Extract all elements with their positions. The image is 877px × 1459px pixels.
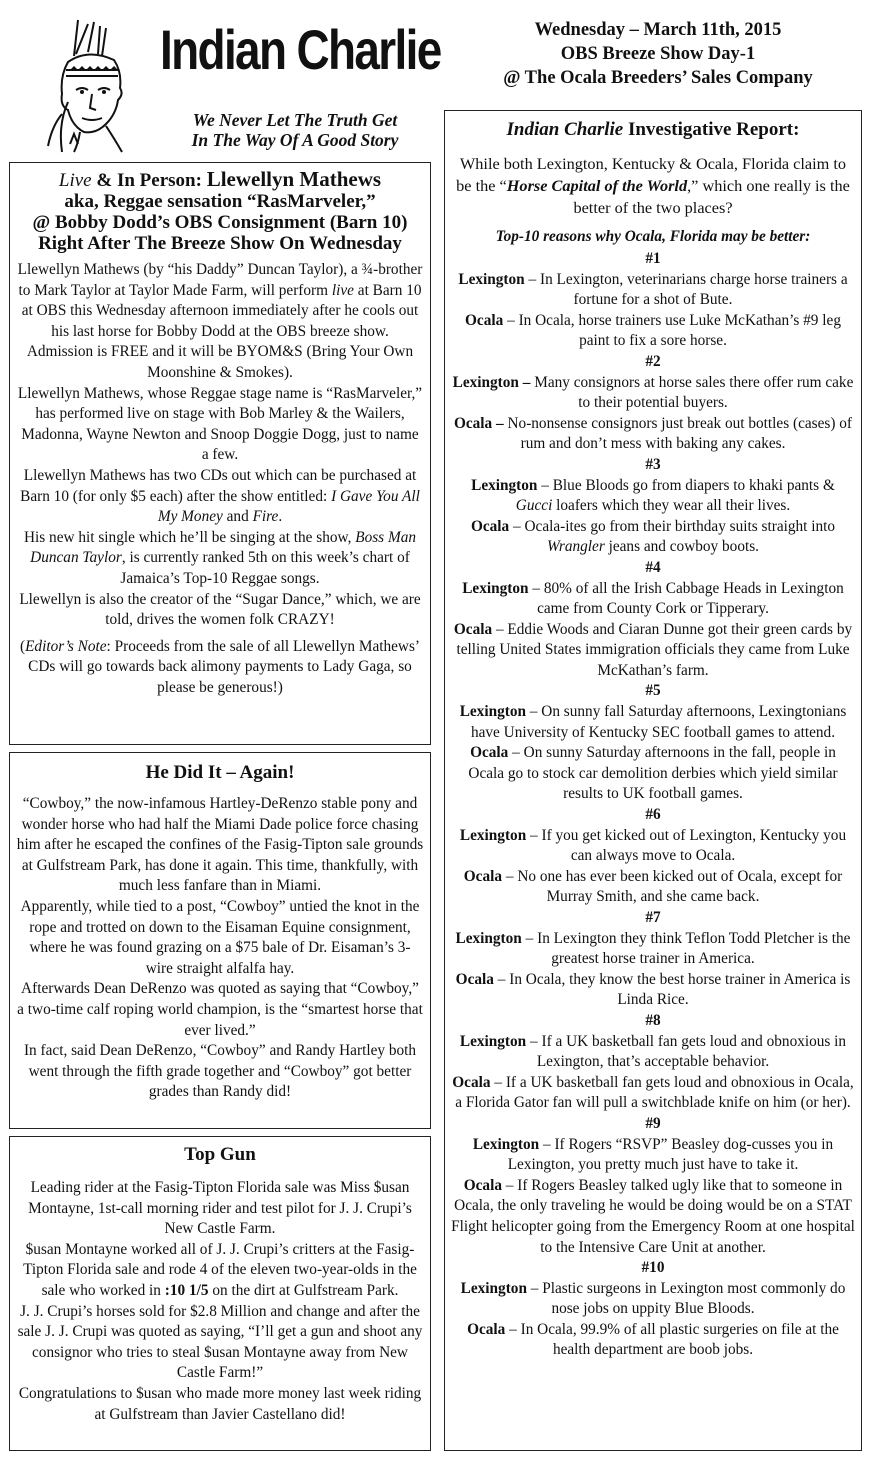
event-name: OBS Breeze Show Day-1 [560, 44, 756, 64]
paragraph: Llewellyn Mathews, whose Reggae stage name is “RasMarveler,” has performed live on stage with Bob Marley & the Wailers, Madonna, Wayne Newton and Snoop Doggie Dogg, just to name a few. [17, 384, 423, 464]
topgun-body [10, 1166, 430, 1425]
cowboy-body [10, 784, 430, 1103]
reason-number: #8 [645, 1011, 661, 1029]
paragraph: Leading rider at the Fasig-Tipton Florida sale was Miss $usan Montayne, 1st-call morning rider and test pilot for J. J. Crupi’s New Castle Farm. [28, 1179, 412, 1238]
tagline-line-2: In The Way Of A Good Story [191, 130, 399, 150]
paragraph: Admission is FREE and it will be BYOM&S (Bring Your Own Moonshine & Smokes). [26, 343, 414, 381]
reason-number: #6 [645, 806, 661, 824]
mathews-article [9, 162, 431, 745]
reason-number: #1 [645, 250, 661, 267]
paragraph: “Cowboy,” the now-infamous Hartley-DeRenzo stable pony and wonder horse who had half the Miami Dade police force chasing him after he escaped the confines of the Fasig-Tipton sale grounds at Gulfstream Park, has done it again. This time, thankfully, with much less fanfare than in Miami. [16, 795, 424, 895]
reason-number: #4 [645, 558, 661, 576]
masthead-title: Indian Charlie [160, 18, 441, 81]
ocala-entry: Ocala – Eddie Woods and Ciaran Dunne got their green cards by telling United States immigration officials they came from Luke McKathan’s farm. [453, 620, 853, 679]
paragraph: J. J. Crupi’s horses sold for $2.8 Million and change and after the sale J. J. Crupi was quoted as saying, “I’ll get a gun and shoot any consignor who tries to steal $usan Montayne away from New Castle Farm!” [17, 1302, 423, 1382]
paragraph: His new hit single which he’ll be singing at the show, Boss Man Duncan Taylor, is currently ranked 5th on this week’s chart of Jamaica’s Top-10 Reggae songs. [23, 528, 416, 587]
ocala-entry: Ocala – In Ocala, they know the best horse trainer in America is Linda Rice. [455, 970, 851, 1009]
ocala-entry: Ocala – In Ocala, horse trainers use Luke McKathan’s #9 leg paint to fix a sore horse. [465, 311, 841, 350]
paragraph: $usan Montayne worked all of J. J. Crupi’s critters at the Fasig-Tipton Florida sale and rode 4 of the eleven two-year-olds in the sale who worked in :10 1/5 on the dirt at Gulfstream Park. [23, 1240, 417, 1299]
lexington-entry: Lexington – Many consignors at horse sales there offer rum cake to their potential buyers. [452, 373, 854, 412]
reason-number: #10 [641, 1259, 665, 1277]
ocala-entry: Ocala – If a UK basketball fan gets loud and obnoxious in Ocala, a Florida Gator fan will pull a switchblade knife on him (or her). [452, 1073, 854, 1112]
mathews-headline: Live & In Person: Llewellyn Mathews aka, Reggae sensation “RasMarveler,” @ Bobby Dodd’s OBS Consignment (Barn 10) Right After The Breeze Show On Wednesday [32, 167, 408, 254]
report-intro: While both Lexington, Kentucky & Ocala, Florida claim to be the “Horse Capital of the World,” which one really is the better of the two places? [456, 154, 850, 217]
paragraph: Llewellyn Mathews (by “his Daddy” Duncan Taylor), a ¾-brother to Mark Taylor at Taylor Made Farm, will perform live at Barn 10 at OBS this Wednesday afternoon immediately after he cools out his last horse for Bobby Dodd at the OBS breeze show. [17, 261, 423, 340]
paragraph: Llewellyn Mathews has two CDs out which can be purchased at Barn 10 (for only $5 each) after the show entitled: I Gave You All My Money and Fire. [20, 466, 420, 526]
ocala-entry: Ocala – Ocala-ites go from their birthday suits straight into Wrangler jeans and cowboy boots. [470, 517, 836, 556]
cowboy-headline: He Did It – Again! [145, 762, 295, 783]
paragraph: Apparently, while tied to a post, “Cowboy” untied the knot in the rope and trotted on down to the Eisaman Equine consignment, where he was found grazing on a $75 bale of Dr. Eisaman’s 3-wire straight alfalfa hay. [20, 897, 420, 977]
lexington-entry: Lexington – If a UK basketball fan gets loud and obnoxious in Lexington, that’s acceptable behavior. [459, 1032, 847, 1071]
tagline-line-1: We Never Let The Truth Get [192, 110, 398, 130]
paragraph: In fact, said Dean DeRenzo, “Cowboy” and Randy Hartley both went through the fifth grade together and “Cowboy” got better grades than Randy did! [23, 1042, 417, 1101]
issue-date: Wednesday – March 11th, 2015 [534, 20, 782, 40]
reason-number: #2 [645, 352, 661, 370]
paragraph: Afterwards Dean DeRenzo was quoted as saying that “Cowboy,” a two-time calf roping world champion, is the “smartest horse that ever lived.” [17, 980, 423, 1039]
topgun-article [9, 1136, 431, 1451]
lexington-entry: Lexington – Blue Bloods go from diapers to khaki pants & Gucci loafers which they wear all their lives. [471, 476, 835, 515]
masthead-tagline [160, 110, 430, 150]
reason-number: #5 [645, 682, 661, 700]
dateline [452, 18, 864, 90]
lexington-entry: Lexington – In Lexington they think Teflon Todd Pletcher is the greatest horse trainer in America. [455, 929, 851, 968]
mathews-body [10, 254, 430, 698]
editors-note: (Editor’s Note: Proceeds from the sale of all Llewellyn Mathews’ CDs will go towards back alimony payments to Lady Gaga, so please be generous!) [19, 637, 421, 696]
ocala-entry: Ocala – In Ocala, 99.9% of all plastic surgeries on file at the health department are boob jobs. [467, 1320, 839, 1359]
ocala-entry: Ocala – On sunny Saturday afternoons in the fall, people in Ocala go to stock car demolition derbies which yield similar results to UK football games. [468, 744, 838, 803]
ocala-entry: Ocala – No-nonsense consignors just break out bottles (cases) of rum and don’t mess with baking any cakes. [453, 414, 853, 453]
reason-number: #3 [645, 455, 661, 473]
paragraph: Congratulations to $usan who made more money last week riding at Gulfstream than Javier Castellano did! [18, 1384, 422, 1423]
paragraph: Llewellyn is also the creator of the “Sugar Dance,” which, we are told, drives the women folk CRAZY! [19, 590, 421, 629]
lexington-entry: Lexington – 80% of all the Irish Cabbage Heads in Lexington came from County Cork or Tipperary. [462, 579, 844, 618]
ocala-entry: Ocala – If Rogers Beasley talked ugly like that to someone in Ocala, the only traveling he would be doing would be on a STAT Flight helicopter going from the Emergency Room at one hospital to the Intensive Care Unit at another. [451, 1176, 855, 1256]
event-venue: @ The Ocala Breeders’ Sales Company [503, 68, 813, 88]
ocala-entry: Ocala – No one has ever been kicked out of Ocala, except for Murray Smith, and she came back. [463, 867, 843, 906]
lexington-entry: Lexington – Plastic surgeons in Lexington most commonly do nose jobs on uppity Blue Bloods. [460, 1279, 846, 1318]
lexington-entry: Lexington – If you get kicked out of Lexington, Kentucky you can always move to Ocala. [459, 826, 847, 865]
topgun-headline: Top Gun [184, 1144, 256, 1165]
report-subhead: Top-10 reasons why Ocala, Florida may be better: [495, 228, 811, 245]
lexington-entry: Lexington – On sunny fall Saturday afternoons, Lexingtonians have University of Kentucky SEC football games to attend. [459, 703, 847, 741]
reasons-list [445, 247, 861, 1361]
lexington-entry: Lexington – In Lexington, veterinarians charge horse trainers a fortune for a shot of Bute. [458, 270, 848, 309]
reason-number: #9 [645, 1114, 661, 1132]
report-article [444, 110, 862, 1451]
reason-number: #7 [645, 909, 661, 926]
cowboy-article [9, 752, 431, 1129]
indian-charlie-logo [18, 14, 160, 154]
lexington-entry: Lexington – If Rogers “RSVP” Beasley dog-cusses you in Lexington, you pretty much just have to take it. [472, 1135, 834, 1174]
report-headline: Indian Charlie Investigative Report: [506, 119, 800, 140]
